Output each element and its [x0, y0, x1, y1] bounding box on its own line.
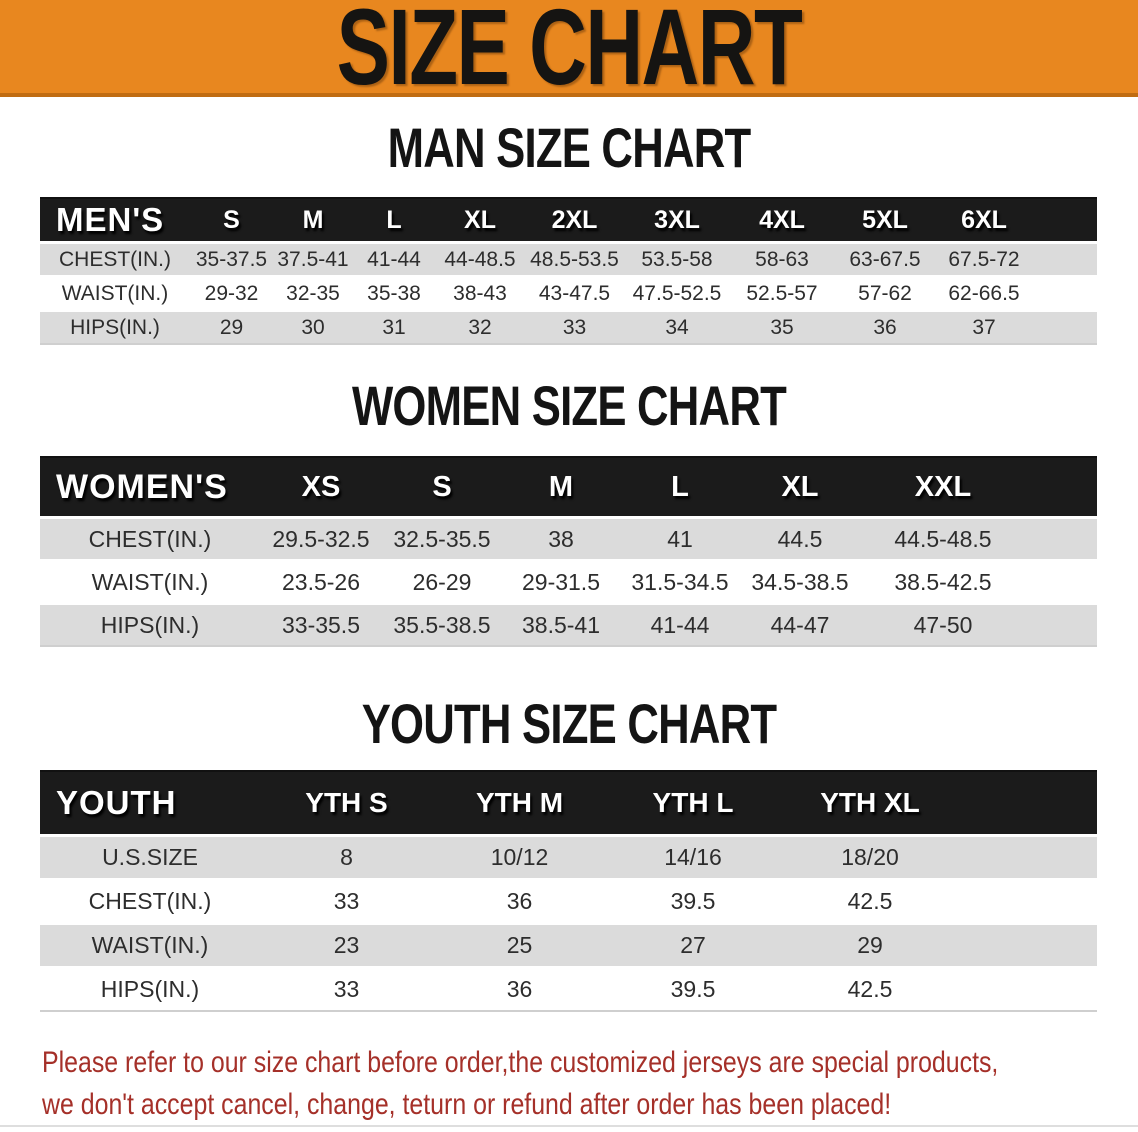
column-header: XXL — [860, 456, 1097, 516]
table-row — [40, 516, 1097, 559]
row-label: U.S.SIZE — [40, 834, 260, 878]
size-cell: 14/16 — [606, 834, 780, 878]
row-label: WAIST(IN.) — [40, 922, 260, 966]
row-label: HIPS(IN.) — [40, 309, 190, 343]
size-cell: 36 — [433, 966, 606, 1010]
column-header: 5XL — [834, 197, 936, 241]
size-cell: 36 — [834, 309, 936, 343]
size-cell: 38 — [502, 516, 620, 559]
size-cell: 33 — [260, 878, 433, 922]
row-label: WAIST(IN.) — [40, 559, 260, 602]
column-header: 6XL — [936, 197, 1097, 241]
size-cell: 30 — [273, 309, 353, 343]
size-cell: 37.5-41 — [273, 241, 353, 275]
table-row — [40, 241, 1097, 275]
table-row — [40, 966, 1097, 1010]
table-row — [40, 922, 1097, 966]
size-cell: 33 — [260, 966, 433, 1010]
youth-corner-label: YOUTH — [40, 770, 260, 834]
table-header-row — [40, 770, 1097, 834]
size-cell: 29-31.5 — [502, 559, 620, 602]
size-cell: 35-37.5 — [190, 241, 273, 275]
youth-chart-heading: YOUTH SIZE CHART — [361, 692, 777, 755]
column-header: YTH XL — [780, 770, 1097, 834]
size-cell: 32 — [435, 309, 525, 343]
size-cell: 33-35.5 — [260, 602, 382, 645]
size-cell: 47.5-52.5 — [624, 275, 730, 309]
size-cell: 29 — [780, 922, 1097, 966]
banner — [0, 0, 1138, 107]
youth-size-table — [40, 770, 1097, 1012]
size-cell: 32.5-35.5 — [382, 516, 502, 559]
row-label: CHEST(IN.) — [40, 241, 190, 275]
column-header: XL — [435, 197, 525, 241]
size-cell: 62-66.5 — [936, 275, 1097, 309]
size-cell: 34 — [624, 309, 730, 343]
column-header: S — [190, 197, 273, 241]
size-cell: 32-35 — [273, 275, 353, 309]
size-cell: 38-43 — [435, 275, 525, 309]
disclaimer-line-2: we don't accept cancel, change, teturn or refund after order has been placed! — [42, 1088, 892, 1121]
row-label: CHEST(IN.) — [40, 516, 260, 559]
size-cell: 23 — [260, 922, 433, 966]
size-cell: 39.5 — [606, 966, 780, 1010]
men-chart-heading: MAN SIZE CHART — [387, 116, 751, 179]
disclaimer-line-1: Please refer to our size chart before order,the customized jerseys are special products, — [42, 1046, 999, 1079]
table-header-row — [40, 456, 1097, 516]
size-cell: 48.5-53.5 — [525, 241, 624, 275]
size-cell: 44.5 — [740, 516, 860, 559]
size-cell: 63-67.5 — [834, 241, 936, 275]
column-header: XL — [740, 456, 860, 516]
size-cell: 41-44 — [620, 602, 740, 645]
women-chart-heading: WOMEN SIZE CHART — [351, 374, 786, 437]
women-size-table — [40, 456, 1097, 647]
column-header: 3XL — [624, 197, 730, 241]
size-cell: 18/20 — [780, 834, 1097, 878]
size-cell: 29-32 — [190, 275, 273, 309]
men-size-table — [40, 197, 1097, 345]
size-cell: 42.5 — [780, 966, 1097, 1010]
size-cell: 35.5-38.5 — [382, 602, 502, 645]
size-cell: 41-44 — [353, 241, 435, 275]
column-header: 2XL — [525, 197, 624, 241]
size-cell: 42.5 — [780, 878, 1097, 922]
size-cell: 44.5-48.5 — [860, 516, 1097, 559]
size-cell: 53.5-58 — [624, 241, 730, 275]
row-label: HIPS(IN.) — [40, 602, 260, 645]
column-header: YTH M — [433, 770, 606, 834]
size-cell: 29.5-32.5 — [260, 516, 382, 559]
table-row — [40, 275, 1097, 309]
column-header: M — [273, 197, 353, 241]
column-header: M — [502, 456, 620, 516]
table-row — [40, 602, 1097, 645]
table-row — [40, 834, 1097, 878]
size-cell: 37 — [936, 309, 1097, 343]
size-cell: 36 — [433, 878, 606, 922]
size-cell: 23.5-26 — [260, 559, 382, 602]
size-cell: 35 — [730, 309, 834, 343]
size-cell: 38.5-41 — [502, 602, 620, 645]
column-header: XS — [260, 456, 382, 516]
men-corner-label: MEN'S — [40, 197, 190, 241]
column-header: L — [620, 456, 740, 516]
table-row — [40, 559, 1097, 602]
column-header: 4XL — [730, 197, 834, 241]
size-cell: 44-48.5 — [435, 241, 525, 275]
size-cell: 39.5 — [606, 878, 780, 922]
table-row — [40, 309, 1097, 343]
size-cell: 29 — [190, 309, 273, 343]
column-header: S — [382, 456, 502, 516]
size-cell: 25 — [433, 922, 606, 966]
size-cell: 44-47 — [740, 602, 860, 645]
banner-title: SIZE CHART — [336, 0, 802, 107]
row-label: WAIST(IN.) — [40, 275, 190, 309]
column-header: YTH S — [260, 770, 433, 834]
disclaimer-note — [42, 1042, 1138, 1126]
size-cell: 41 — [620, 516, 740, 559]
table-header-row — [40, 197, 1097, 241]
size-cell: 67.5-72 — [936, 241, 1097, 275]
size-cell: 26-29 — [382, 559, 502, 602]
size-cell: 8 — [260, 834, 433, 878]
column-header: YTH L — [606, 770, 780, 834]
size-cell: 57-62 — [834, 275, 936, 309]
row-label: CHEST(IN.) — [40, 878, 260, 922]
size-cell: 34.5-38.5 — [740, 559, 860, 602]
row-label: HIPS(IN.) — [40, 966, 260, 1010]
column-header: L — [353, 197, 435, 241]
size-cell: 38.5-42.5 — [860, 559, 1097, 602]
size-cell: 35-38 — [353, 275, 435, 309]
size-cell: 31 — [353, 309, 435, 343]
size-cell: 43-47.5 — [525, 275, 624, 309]
size-cell: 31.5-34.5 — [620, 559, 740, 602]
size-cell: 58-63 — [730, 241, 834, 275]
size-cell: 52.5-57 — [730, 275, 834, 309]
size-cell: 47-50 — [860, 602, 1097, 645]
women-corner-label: WOMEN'S — [40, 456, 260, 516]
table-row — [40, 878, 1097, 922]
size-cell: 10/12 — [433, 834, 606, 878]
size-cell: 33 — [525, 309, 624, 343]
size-cell: 27 — [606, 922, 780, 966]
bottom-edge-divider — [0, 1125, 1138, 1127]
